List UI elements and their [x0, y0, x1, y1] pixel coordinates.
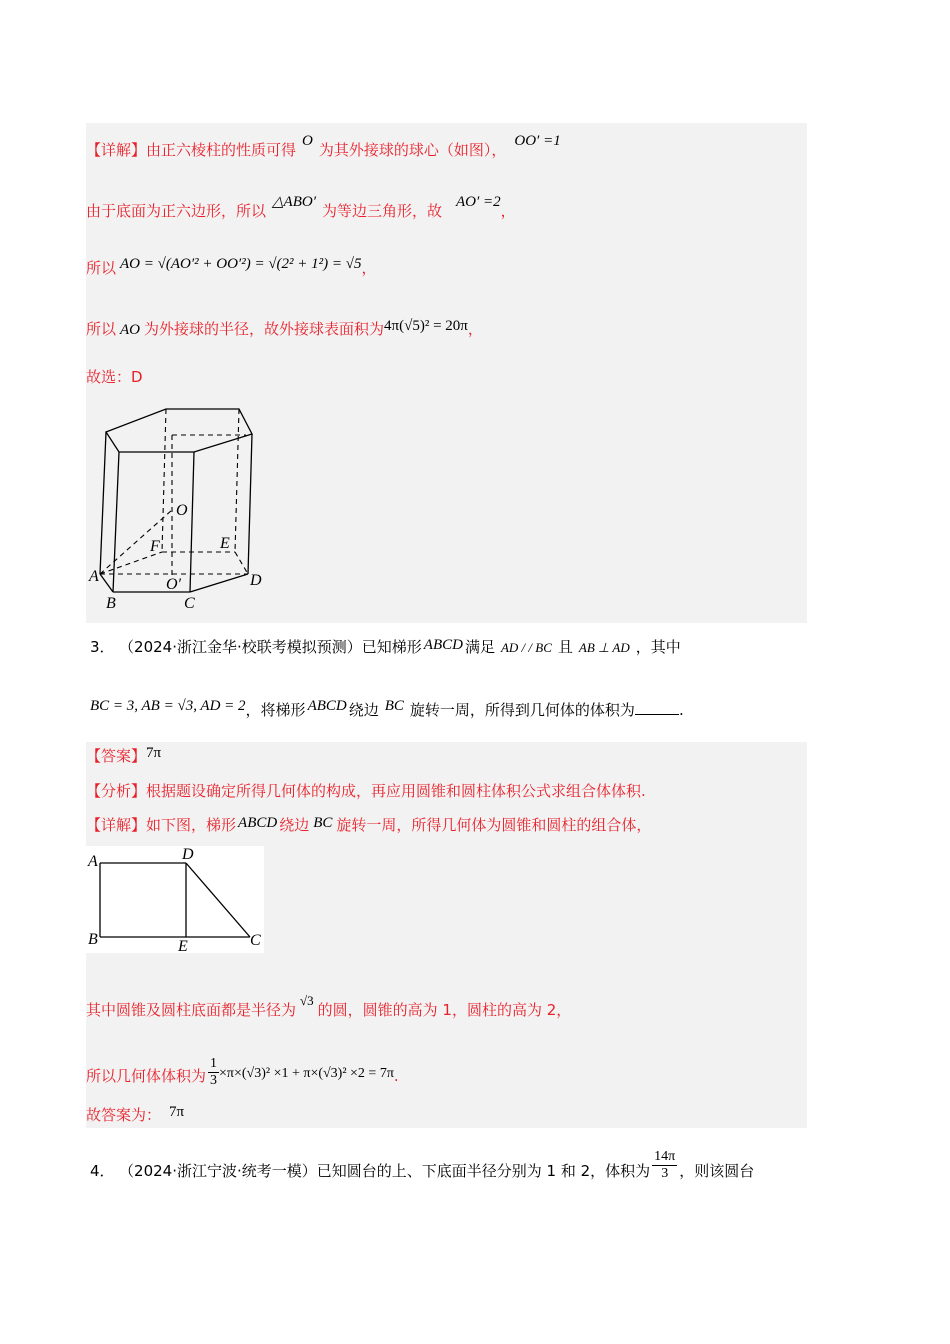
detail-text: 为等边三角形，故: [322, 202, 443, 220]
comma: ，: [500, 202, 516, 220]
question-text: 绕边: [348, 701, 379, 719]
detail-line-5: [86, 367, 143, 387]
detail-tag: 【详解】: [86, 816, 147, 834]
math-ao-equation: AO = √(AO′² + OO′²) = √(2² + 1²) = √5: [120, 256, 362, 272]
math-AO: AO: [120, 322, 141, 338]
question-3-line-1: [90, 637, 681, 658]
question-text: 旋转一周，所得到几何体的体积为: [409, 701, 635, 719]
fraction-numerator: 14π: [654, 1149, 676, 1164]
fraction-one-third: [208, 1056, 219, 1089]
fraction-denominator: 3: [661, 1166, 669, 1181]
solution-panel-q2: [86, 123, 807, 623]
hexagonal-prism-diagram: [86, 403, 264, 618]
label-B: B: [106, 595, 116, 612]
math-O: O: [302, 133, 313, 149]
answer-value: 7π: [146, 745, 162, 761]
fraction-volume: [652, 1149, 677, 1182]
detail-tag: 【详解】: [86, 141, 147, 159]
final-answer-value: 7π: [169, 1104, 185, 1120]
detail-text: 所以: [86, 259, 117, 277]
detail-text: 所以: [86, 320, 117, 338]
period: .: [678, 701, 684, 719]
math-parallel: AD / / BC: [500, 640, 552, 655]
math-abcd: ABCD: [423, 637, 463, 653]
detail-text: 为其外接球的球心（如图），: [318, 141, 507, 159]
math-ao: AO′ =2: [456, 194, 501, 210]
question-text: 已知圆台的上、下底面半径分别为 1 和 2，体积为: [316, 1162, 651, 1180]
final-answer-label: 故答案为：: [86, 1106, 162, 1124]
answer-line: [86, 746, 161, 767]
label-E: E: [178, 938, 188, 953]
detail-line-3: [86, 258, 377, 279]
detail-line-4: [86, 319, 483, 340]
detail-line-2: [86, 194, 516, 222]
label-A: A: [89, 568, 99, 585]
math-perp: AB ⊥ AD: [578, 640, 630, 655]
detail-text: 由正六棱柱的性质可得: [146, 141, 297, 159]
math-bc: BC: [384, 698, 404, 714]
detail-text: 绕边: [279, 816, 310, 834]
question-number: 3．: [90, 638, 115, 656]
detail-text: 如下图，梯形: [146, 816, 237, 834]
analysis-tag: 【分析】: [86, 782, 147, 800]
analysis-line: [86, 781, 646, 801]
math-triangle: △ABO′: [272, 194, 316, 210]
detail-line: [86, 815, 651, 836]
comma: ，: [467, 320, 483, 338]
detail-text: 由于底面为正六边形，所以: [86, 202, 267, 220]
label-D: D: [182, 846, 194, 863]
fraction-numerator: 1: [210, 1056, 218, 1071]
question-source: （2024·浙江宁波·统考一模）: [126, 1162, 317, 1180]
period: .: [393, 1067, 399, 1085]
detail-text: 所以几何体体积为: [86, 1067, 207, 1085]
analysis-text: 根据题设确定所得几何体的构成，再应用圆锥和圆柱体积公式求组合体体积.: [146, 782, 646, 800]
math-bc: BC: [313, 815, 333, 831]
math-surface-area: 4π(√5)² = 20π: [384, 318, 468, 334]
detail-line-radius: [86, 993, 572, 1021]
detail-text: 旋转一周，所得几何体为圆锥和圆柱的组合体，: [336, 816, 652, 834]
label-F: F: [150, 538, 160, 555]
question-source: （2024·浙江金华·校联考模拟预测）: [126, 638, 362, 656]
label-D: D: [250, 572, 262, 589]
math-sqrt3: √3: [300, 993, 314, 1008]
question-text: ，则该圆台: [679, 1162, 755, 1180]
question-number: 4．: [90, 1162, 115, 1180]
solution-panel-q3: [86, 742, 807, 1128]
math-abcd: ABCD: [238, 815, 278, 831]
question-text: 且: [557, 638, 573, 656]
detail-text: 其中圆锥及圆柱底面都是半径为: [86, 1001, 297, 1019]
answer-blank[interactable]: [635, 700, 679, 715]
detail-text: 的圆，圆锥的高为 1，圆柱的高为 2，: [317, 1001, 572, 1019]
question-4-line-1: [90, 1149, 755, 1188]
math-volume: ×π×(√3)² ×1 + π×(√3)² ×2 = 7π: [219, 1066, 394, 1081]
math-oo: OO′ =1: [514, 133, 561, 149]
label-O: O: [176, 502, 188, 519]
question-text: ，其中: [635, 638, 681, 656]
math-given: BC = 3, AB = √3, AD = 2: [90, 698, 246, 714]
label-O-prime: O′: [166, 576, 182, 593]
label-C: C: [250, 932, 261, 949]
question-3-line-2: [90, 700, 684, 721]
fraction-denominator: 3: [210, 1073, 218, 1088]
label-C: C: [184, 595, 195, 612]
math-abcd: ABCD: [307, 698, 347, 714]
comma: ，: [361, 259, 377, 277]
label-E: E: [220, 535, 230, 552]
question-text: 已知梯形: [361, 638, 422, 656]
hexagonal-prism-figure: [86, 403, 264, 618]
trapezoid-diagram: [86, 846, 264, 953]
detail-line-volume: [86, 1056, 399, 1093]
detail-text: 为外接球的半径，故外接球表面积为: [144, 320, 385, 338]
trapezoid-figure: [86, 846, 264, 953]
question-text: ，将梯形: [245, 701, 306, 719]
final-answer-line: [86, 1105, 184, 1126]
answer-tag: 【答案】: [86, 747, 147, 765]
label-A: A: [88, 853, 98, 870]
answer-choice: 故选：D: [86, 368, 143, 386]
detail-line-1: [86, 133, 561, 161]
label-B: B: [88, 931, 98, 948]
question-text: 满足: [464, 638, 495, 656]
